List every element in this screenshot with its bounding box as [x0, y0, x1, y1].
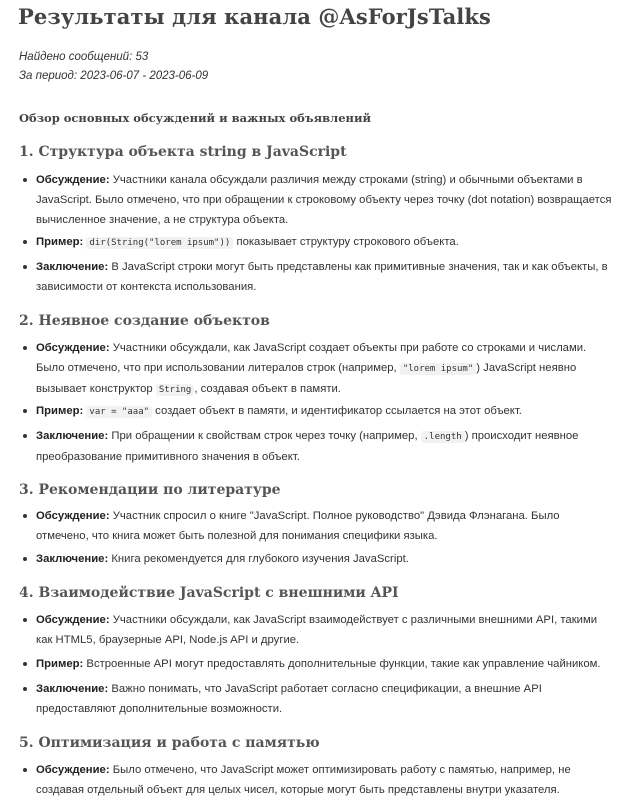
item-text: Важно понимать, что JavaScript работает согласно спецификации, а внешние API предоставляют дополнительные возможности.	[36, 683, 542, 715]
list-item	[23, 654, 615, 674]
item-text: Было отмечено, что JavaScript может оптимизировать работу с памятью, например, не создавая отдельный объект для целых чисел, которые могут быть представлены внутри указателя.	[36, 764, 571, 796]
section-title-4: 4. Взаимодействие JavaScript с внешними API	[19, 585, 399, 601]
list-item	[23, 549, 615, 569]
section-title-2: 2. Неявное создание объектов	[19, 313, 270, 329]
bullet-icon	[23, 265, 27, 269]
period: За период: 2023-06-07 - 2023-06-09	[19, 70, 209, 82]
item-label: Пример:	[36, 405, 84, 417]
item-text: , создавая объект в памяти.	[194, 383, 341, 395]
list-item	[23, 170, 615, 230]
item-label: Обсуждение:	[36, 342, 110, 354]
inline-code: dir(String("lorem ipsum"))	[86, 237, 233, 249]
item-label: Заключение:	[36, 553, 109, 565]
inline-code: var = "aaa"	[86, 406, 152, 418]
bullet-icon	[23, 514, 27, 518]
item-label: Заключение:	[36, 261, 109, 273]
item-label: Обсуждение:	[36, 510, 110, 522]
list-item	[23, 760, 615, 800]
bullet-icon	[23, 768, 27, 772]
bullet-icon	[23, 434, 27, 438]
item-text: В JavaScript строки могут быть представлены как примитивные значения, так и как объекты, в зависимости от контекста использования.	[36, 261, 608, 293]
section-title-5: 5. Оптимизация и работа с памятью	[19, 735, 320, 751]
item-label: Обсуждение:	[36, 174, 110, 186]
bullet-icon	[23, 618, 27, 622]
item-text: ) происходит неявное преобразование примитивного значения в объект.	[36, 430, 579, 463]
messages-found: Найдено сообщений: 53	[19, 51, 149, 63]
bullet-icon	[23, 662, 27, 666]
section-title-3: 3. Рекомендации по литературе	[19, 482, 281, 498]
list-item	[23, 426, 615, 467]
item-text: Участник спросил о книге "JavaScript. Полное руководство" Дэвида Флэнагана. Было отмечено, что книга может быть полезной для понимания специфики языка.	[36, 510, 560, 542]
inline-code: "lorem ipsum"	[400, 363, 476, 375]
section-title-1: 1. Структура объекта string в JavaScript	[19, 144, 347, 160]
item-label: Заключение:	[36, 683, 109, 695]
item-text: показывает структуру строкового объекта.	[233, 236, 459, 248]
bullet-icon	[23, 557, 27, 561]
item-text: При обращении к свойствам строк через точку (например,	[108, 430, 421, 442]
item-label: Заключение:	[36, 430, 109, 442]
item-label: Обсуждение:	[36, 764, 110, 776]
list-item	[23, 338, 615, 400]
list-item	[23, 506, 615, 546]
list-item	[23, 610, 615, 650]
list-item	[23, 232, 615, 253]
item-text: Участники обсуждали, как JavaScript взаимодействует с различными внешними API, такими как HTML5, браузерные API, Node.js API и другие.	[36, 614, 598, 646]
item-text: создает объект в памяти, и идентификатор ссылается на этот объект.	[152, 405, 522, 417]
bullet-icon	[23, 409, 27, 413]
item-text: Участники обсуждали, как JavaScript создает объекты при работе со строками и числами. Было отмечено, что при использовании литералов строк (например,	[36, 342, 587, 374]
bullet-icon	[23, 346, 27, 350]
inline-code: String	[156, 384, 195, 396]
item-label: Пример:	[36, 236, 84, 248]
list-item	[23, 257, 615, 297]
item-text: Книга рекомендуется для глубокого изучения JavaScript.	[108, 553, 409, 565]
bullet-icon	[23, 687, 27, 691]
list-item	[23, 401, 615, 422]
inline-code: .length	[421, 431, 465, 443]
overview-heading: Обзор основных обсуждений и важных объявлений	[19, 111, 372, 125]
bullet-icon	[23, 240, 27, 244]
bullet-icon	[23, 178, 27, 182]
item-text: Участники канала обсуждали различия между строками (string) и обычными объектами в JavaScript. Было отмечено, что при обращении к строковому объекту через точку (dot notation) возвращается вычисленное значение, а не структура объекта.	[36, 174, 612, 226]
item-label: Обсуждение:	[36, 614, 110, 626]
item-text: ) JavaScript неявно вызывает конструктор	[36, 362, 577, 395]
page-title: Результаты для канала @AsForJsTalks	[18, 4, 491, 29]
item-text: Встроенные API могут предоставлять дополнительные функции, такие как управление чайником.	[83, 658, 601, 670]
item-label: Пример:	[36, 658, 84, 670]
list-item	[23, 679, 615, 719]
